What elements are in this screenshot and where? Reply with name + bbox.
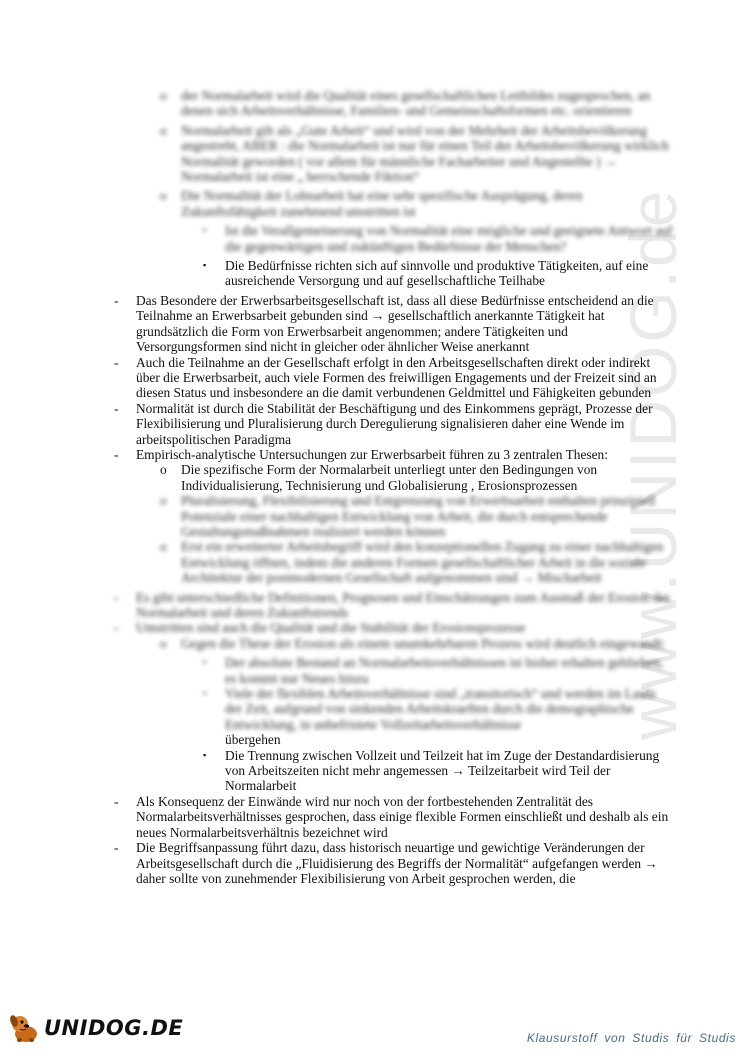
paragraph-dash: - Normalität ist durch die Stabilität der Beschäftigung und des Einkommens geprägt, Prozesse der Flexibilisierung und Pluralisierung durch Deregulierung signalisieren daher eine Wende im arbeitspolitischen Paradigma	[114, 400, 653, 447]
paragraph-dash: - Das Besondere der Erwerbsarbeitsgesellschaft ist, dass all diese Bedürfnisse entscheidend an die Teilnahme an Erwerbsarbeit gebunden sind → gesellschaftlich anerkannte Tätigkeit hat grundsätzlich die Form von Erwerbsarbeit angenommen; andere Tätigkeiten und Versorgungsformen sind nicht in gleicher oder ähnlicher Weise anerkannt	[114, 292, 654, 355]
list-item-blurred: ▪ Viele der flexiblen Arbeitsverhältnisse sind „transitorisch“ und werden im Laufe der Zeit, aufgrund von sinkenden Arbeitskraeften durch die demographische Entwicklung, in unbefristete Vollzeitarbeitsverhältnisse	[203, 686, 656, 732]
watermark: www.UNIDOG.de	[616, 187, 690, 740]
square-bullet: ▪	[203, 749, 207, 760]
dash-bullet: -	[114, 400, 119, 416]
footer-tagline: Klausurstoff von Studis für Studis	[526, 1031, 736, 1045]
dog-mascot-icon	[8, 1012, 42, 1044]
paragraph-dash: - Als Konsequenz der Einwände wird nur noch von der fortbestehenden Zentralität des Normalarbeitsverhältnisses gesprochen, dass einige flexible Formen einschließt und deshalb als ein neues Normalarbeitsverhältnis bezeichnet wird	[114, 793, 669, 840]
circle-bullet: o	[160, 188, 167, 204]
square-bullet: ▪	[203, 657, 207, 668]
list-item-blurred: ▪ Ist die Verallgemeinerung von Normalität eine mögliche und geeignete Antwort auf die gegenwärtigen und zukünftigen Bedürfnisse der Menschen?	[203, 223, 673, 254]
list-item-blurred: ▪ Der absolute Bestand an Normalarbeitsverhältnissen ist bisher erhalten geblieben, es kommt nur Neues hinzu	[203, 655, 664, 686]
unidog-logo	[8, 1012, 183, 1044]
dash-bullet: -	[114, 840, 119, 856]
list-item-parttime: ▪ Die Trennung zwischen Vollzeit und Teilzeit hat im Zuge der Destandardisierung von Arbeitszeiten nicht mehr angemessen → Teilzeitarbeit wird Teil der Normalarbeit	[203, 747, 660, 794]
dash-bullet: -	[114, 354, 119, 370]
thesis-item: o Die spezifische Form der Normalarbeit unterliegt unter den Bedingungen von Individualisierung, Technisierung und Globalisierung , Erosionsprozessen	[160, 462, 598, 493]
circle-bullet: o	[160, 88, 167, 103]
circle-bullet: o	[160, 122, 167, 138]
circle-bullet: o	[160, 635, 167, 651]
list-item-blurred: o Normalarbeit gilt als „Gute Arbeit“ und wird von der Mehrheit der Arbeitsbevölkerung angestrebt, ABER : die Normalarbeit ist nur für einen Teil der Arbeitsbevölkerung wirklich Normalität geworden ( vor allem für männliche Facharbeiter und Angestellte ) → Normalarbeit ist eine „ herrschende Fiktion“	[160, 122, 669, 185]
paragraph-dash-blurred: - Umstritten sind auch die Qualität und die Stabilität der Erosionsprozesse	[114, 620, 526, 636]
list-item-blurred: o Gegen die These der Erosion als einem unumkehrbaren Prozess wird deutlich eingewandt:	[160, 635, 666, 651]
list-item-blurred: o der Normalarbeit wird die Qualität eines gesellschaftlichen Leitbildes zugesprochen, an denen sich Arbeitsverhältnisse, Familien- und Gemeinschaftsformen etc. orientieren	[160, 88, 651, 119]
list-item-needs: ▪ Die Bedürfnisse richten sich auf sinnvolle und produktive Tätigkeiten, auf eine ausreichende Versorgung und auf gesellschaftliche Teilhabe	[203, 258, 649, 289]
square-bullet: ▪	[203, 225, 207, 236]
thesis-item-blurred: o Pluralisierung, Flexibilisierung und Entgrenzung von Erwerbsarbeit enthalten prinzipiell Potenziale einer nachhaltigen Entwicklung von Arbeit, die durch entsprechende Gestaltungsmaßnahmen realisiert werden können	[160, 493, 656, 539]
paragraph-dash: - Auch die Teilnahme an der Gesellschaft erfolgt in den Arbeitsgesellschaften direkt oder indirekt über die Erwerbsarbeit, auch viele Formen des freiwilligen Engagements und der Freizeit sind an diesen Status und insbesondere an die damit verbundenen Geldmittel und Fähigkeiten gebunden	[114, 354, 657, 401]
dash-bullet: -	[114, 589, 119, 605]
dash-bullet: -	[114, 793, 119, 809]
square-bullet: ▪	[203, 688, 207, 699]
logo-text: UNIDOG.DE	[44, 1016, 184, 1040]
circle-bullet: o	[160, 462, 167, 478]
dash-bullet: -	[114, 620, 119, 636]
paragraph-dash: - Die Begriffsanpassung führt dazu, dass historisch neuartige und gewichtige Veränderungen der Arbeitsgesellschaft durch die „Fluidisierung des Begriffs der Normalität“ aufgefangen werden → daher sollte von zunehmender Flexibilisierung von Arbeit gesprochen werden, die	[114, 840, 658, 886]
dash-bullet: -	[114, 446, 119, 462]
paragraph-dash-blurred: - Es gibt unterschiedliche Definitionen, Prognosen und Einschätzungen zum Ausmaß der Erosion der Normalarbeit und deren Zukunftstrends	[114, 589, 671, 620]
square-bullet: ▪	[203, 260, 207, 271]
list-item-continuation: übergehen	[225, 732, 281, 748]
thesis-item-blurred: o Erst ein erweiterter Arbeitsbegriff wird den konzeptionellen Zugang zu einer nachhaltigen Entwicklung öffnen, indem die anderen Formen gesellschaftlicher Arbeit in die soziale Architektur der postmodernen Gesellschaft aufgenommen sind → Mischarbeit	[160, 539, 664, 586]
dash-bullet: -	[114, 292, 119, 308]
circle-bullet: o	[160, 493, 167, 509]
paragraph-dash: - Empirisch-analytische Untersuchungen zur Erwerbsarbeit führen zu 3 zentralen Thesen:	[114, 446, 608, 462]
circle-bullet: o	[160, 539, 167, 555]
list-item-blurred: o Die Normalität der Lohnarbeit hat eine sehr spezifische Ausprägung, deren Zukunftsfähigkeit zunehmend umstritten ist	[160, 188, 583, 219]
document-body	[113, 88, 673, 886]
